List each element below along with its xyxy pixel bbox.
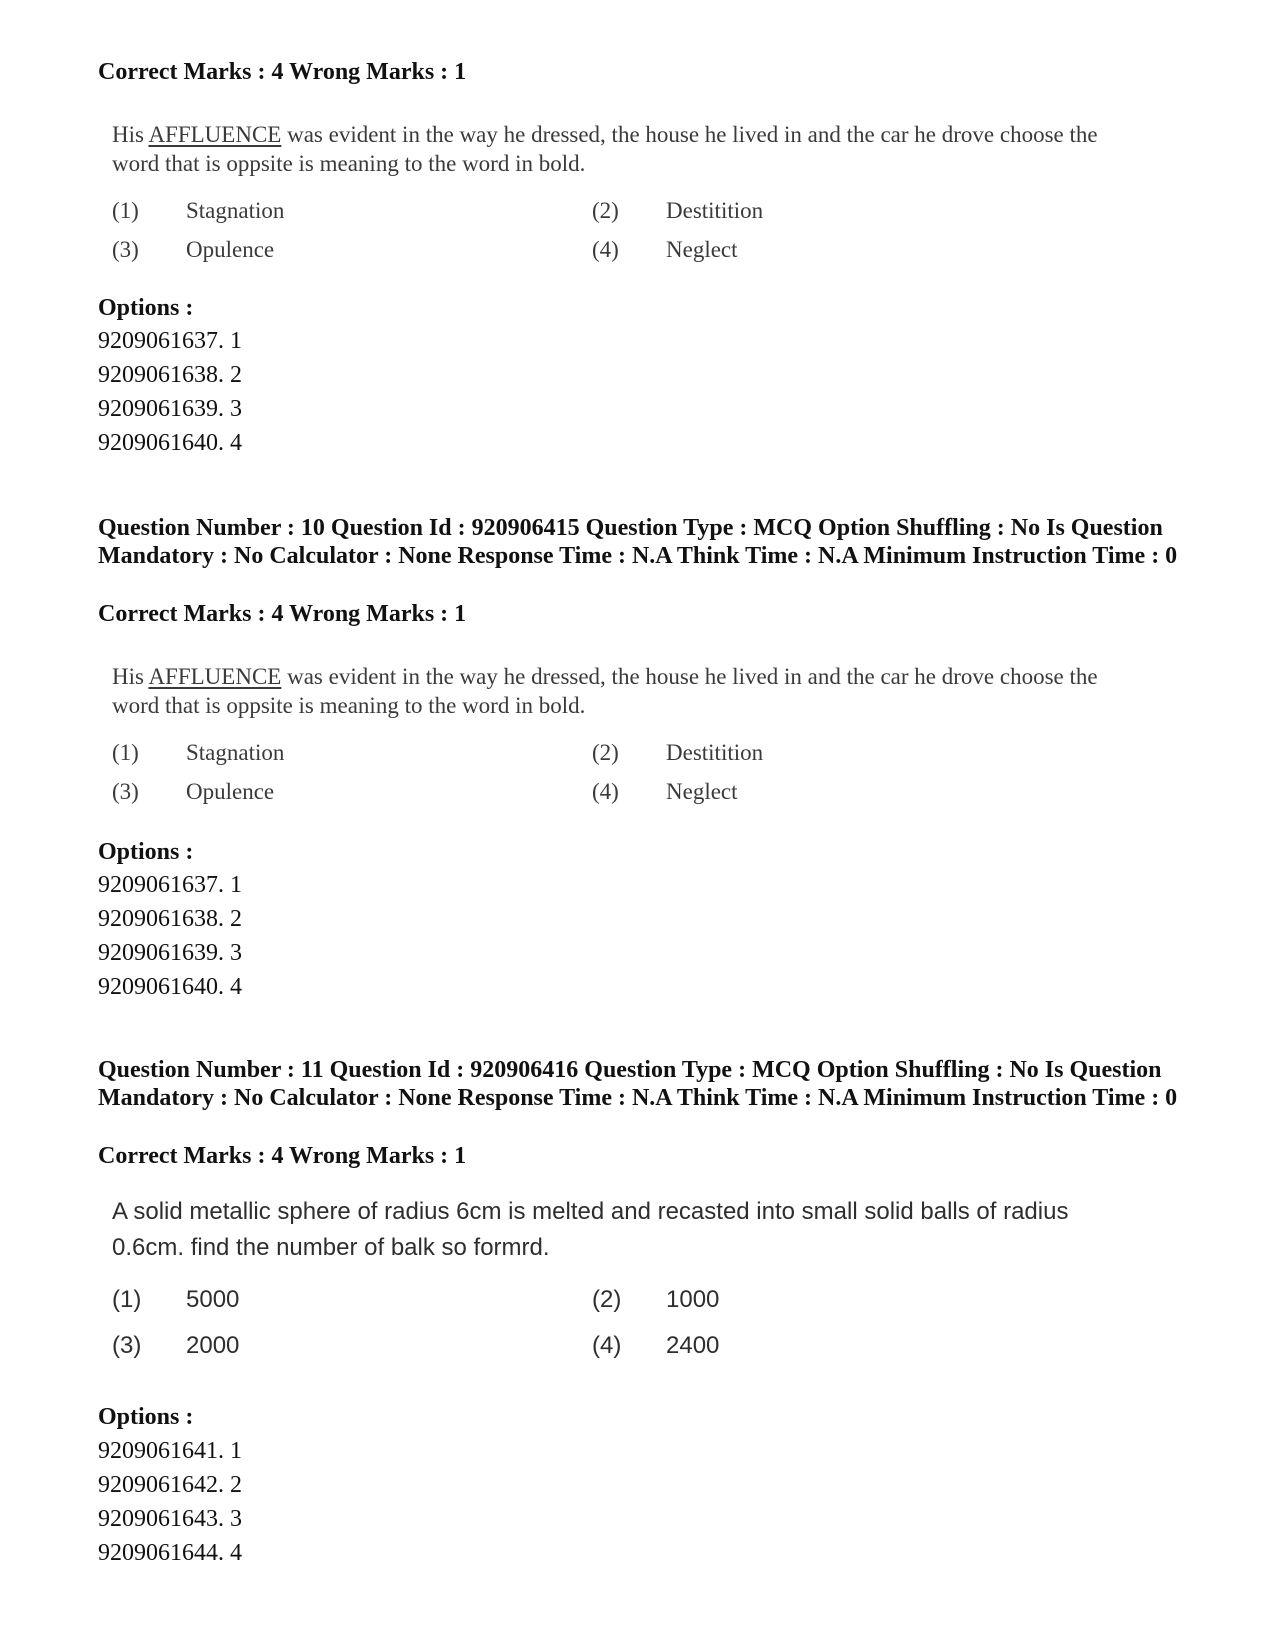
options-title: Options : [98,1404,194,1430]
choice-2: (2) 1000 [592,1286,720,1313]
choice-4: (4) Neglect [592,237,738,262]
option-line: 9209061640. 4 [98,974,242,1000]
choice-4: (4) 2400 [592,1332,720,1359]
choice-2: (2) Destitition [592,198,764,223]
options-title: Options : [98,295,194,321]
question-text: A solid metallic sphere of radius 6cm is melted and recasted into small solid balls of radius 0.6cm. find the number of balk so formrd. [112,1198,1069,1261]
option-line: 9209061640. 4 [98,430,242,456]
choice-3: (3) Opulence [112,779,275,804]
question-text: His AFFLUENCE was evident in the way he dressed, the house he lived in and the car he drove choose the word that is oppsite is meaning to the word in bold. [112,122,1098,176]
option-line: 9209061642. 2 [98,1472,242,1498]
correct-wrong-marks: Correct Marks : 4 Wrong Marks : 1 [98,59,467,85]
choice-1: (1) Stagnation [112,198,285,223]
question-header: Question Number : 10 Question Id : 920906415 Question Type : MCQ Option Shuffling : No Is Question Mandatory : No Calculator : None Response Time : N.A Think Time : N.A Minimum Instruction Time : 0 [98,515,1178,569]
correct-wrong-marks: Correct Marks : 4 Wrong Marks : 1 [98,601,467,627]
option-line: 9209061639. 3 [98,940,242,966]
correct-wrong-marks: Correct Marks : 4 Wrong Marks : 1 [98,1143,467,1169]
choice-1: (1) 5000 [112,1286,240,1313]
emphasized-word: AFFLUENCE [148,664,282,689]
option-line: 9209061638. 2 [98,362,242,388]
choice-1: (1) Stagnation [112,740,285,765]
question-header: Question Number : 11 Question Id : 920906416 Question Type : MCQ Option Shuffling : No Is Question Mandatory : No Calculator : None Response Time : N.A Think Time : N.A Minimum Instruction Time : 0 [98,1057,1178,1111]
option-line: 9209061641. 1 [98,1438,242,1464]
option-line: 9209061638. 2 [98,906,242,932]
choice-3: (3) Opulence [112,237,275,262]
option-line: 9209061637. 1 [98,872,242,898]
option-line: 9209061637. 1 [98,328,242,354]
choice-2: (2) Destitition [592,740,764,765]
options-title: Options : [98,839,194,865]
option-line: 9209061644. 4 [98,1540,242,1566]
emphasized-word: AFFLUENCE [148,122,282,147]
option-line: 9209061643. 3 [98,1506,242,1532]
choice-4: (4) Neglect [592,779,738,804]
choice-3: (3) 2000 [112,1332,240,1359]
option-line: 9209061639. 3 [98,396,242,422]
question-text: His AFFLUENCE was evident in the way he dressed, the house he lived in and the car he drove choose the word that is oppsite is meaning to the word in bold. [112,664,1098,718]
